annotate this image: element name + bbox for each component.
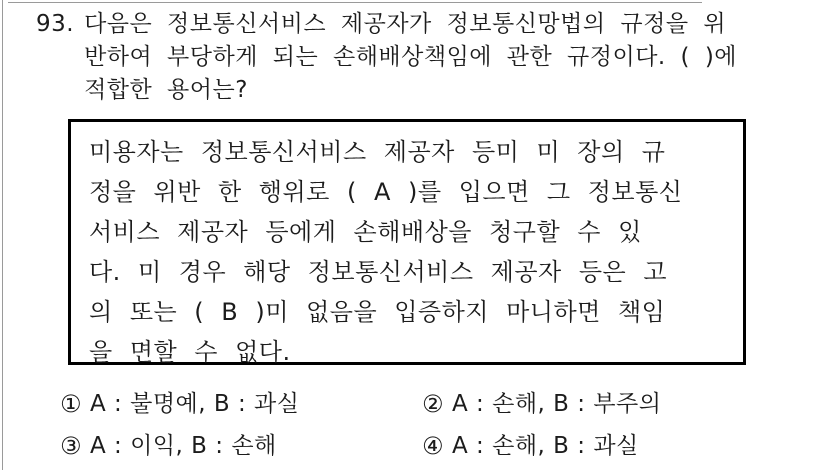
option-3-text: A : 이익, B : 손해 [90, 433, 277, 459]
options-list [60, 388, 800, 463]
passage-line: 미용자는 정보통신서비스 제공자 등미 미 장의 규 [89, 138, 666, 166]
question-text [84, 8, 737, 107]
option-4-marker: ④ [422, 432, 445, 460]
question-line: 다음은 정보통신서비스 제공자가 정보통신망법의 규정을 위 [84, 11, 727, 37]
passage-line: 다. 미 경우 해당 정보통신서비스 제공자 등은 고 [89, 258, 668, 286]
option-3-marker: ③ [60, 432, 83, 460]
question-number: 93. [36, 11, 75, 37]
option-1 [60, 388, 422, 421]
option-1-marker: ① [60, 390, 83, 418]
option-2 [422, 388, 800, 421]
option-4 [422, 430, 800, 463]
question-block [36, 8, 737, 107]
option-2-text: A : 손해, B : 부주의 [452, 391, 662, 417]
passage-line: 의 또는 ( B )미 없음을 입증하지 마니하면 책임 [89, 298, 666, 326]
passage-box [68, 119, 746, 365]
passage-line: 을 면할 수 없다. [89, 338, 291, 366]
question-line: 반하여 부당하게 되는 손해배상책임에 관한 규정이다. ( )에 [84, 44, 738, 70]
page-frame-top-line [8, 2, 702, 3]
question-line: 적합한 용어는? [84, 77, 248, 103]
passage-line: 정을 위반 한 행위로 ( A )를 입으면 그 정보통신 [89, 178, 683, 206]
option-2-marker: ② [422, 390, 445, 418]
passage-line: 서비스 제공자 등에게 손해배상을 청구할 수 있 [89, 218, 642, 246]
option-3 [60, 430, 422, 463]
option-4-text: A : 손해, B : 과실 [452, 433, 639, 459]
option-1-text: A : 불명예, B : 과실 [90, 391, 300, 417]
page-frame-left-line [2, 0, 3, 470]
